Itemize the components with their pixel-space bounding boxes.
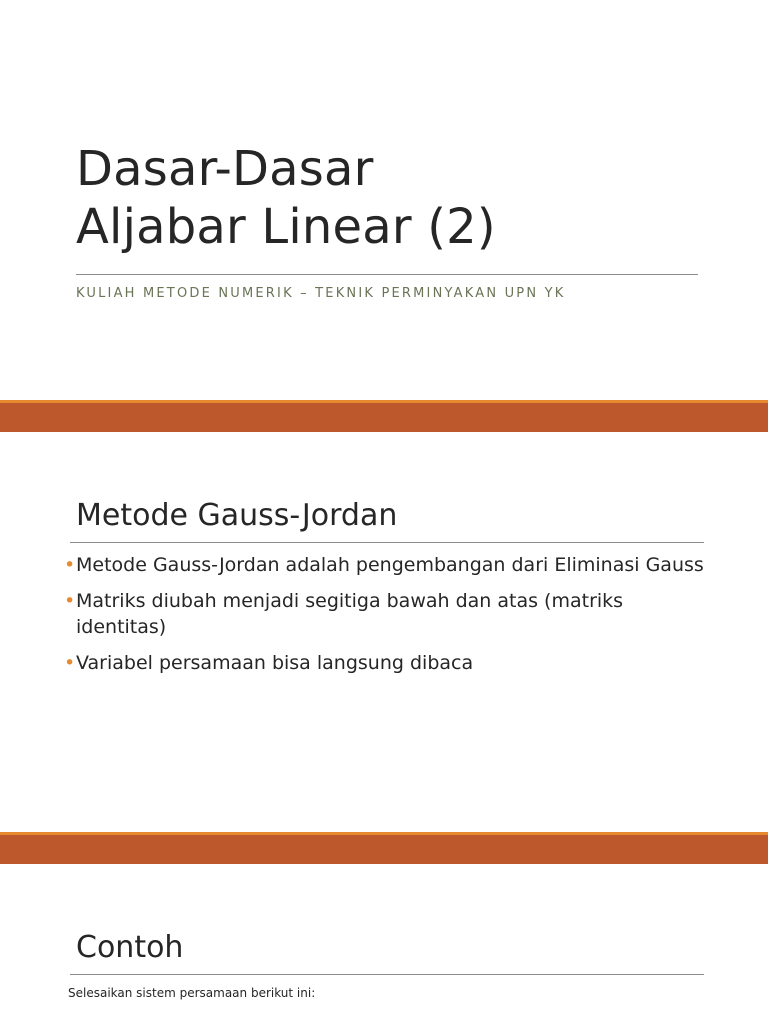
slide-title-heading bbox=[76, 140, 496, 256]
slide-gauss-jordan bbox=[0, 432, 768, 832]
slide-separator bbox=[0, 400, 768, 432]
body-text: Selesaikan sistem persamaan berikut ini: bbox=[68, 986, 316, 1000]
bullet-item bbox=[64, 588, 704, 640]
bullet-icon: • bbox=[64, 652, 76, 674]
section-title: Metode Gauss-Jordan bbox=[76, 498, 398, 533]
bullet-item bbox=[64, 552, 704, 578]
slide-title bbox=[0, 0, 768, 400]
bullet-list bbox=[64, 552, 704, 686]
bullet-text: Matriks diubah menjadi segitiga bawah dan atas (matriks identitas) bbox=[76, 590, 624, 638]
bullet-text: Metode Gauss-Jordan adalah pengembangan dari Eliminasi Gauss bbox=[76, 554, 704, 576]
slide-separator bbox=[0, 832, 768, 864]
bullet-text: Variabel persamaan bisa langsung dibaca bbox=[76, 652, 474, 674]
title-divider bbox=[76, 274, 698, 275]
section-title: Contoh bbox=[76, 930, 184, 965]
title-line-1: Dasar-Dasar bbox=[76, 141, 374, 197]
bullet-item bbox=[64, 650, 704, 676]
section-divider bbox=[70, 974, 704, 975]
bullet-icon: • bbox=[64, 554, 76, 576]
title-line-2: Aljabar Linear (2) bbox=[76, 199, 496, 255]
bullet-icon: • bbox=[64, 590, 76, 612]
slide-subtitle: KULIAH METODE NUMERIK – TEKNIK PERMINYAKAN UPN YK bbox=[76, 286, 566, 301]
slide-example bbox=[0, 864, 768, 1024]
section-divider bbox=[70, 542, 704, 543]
